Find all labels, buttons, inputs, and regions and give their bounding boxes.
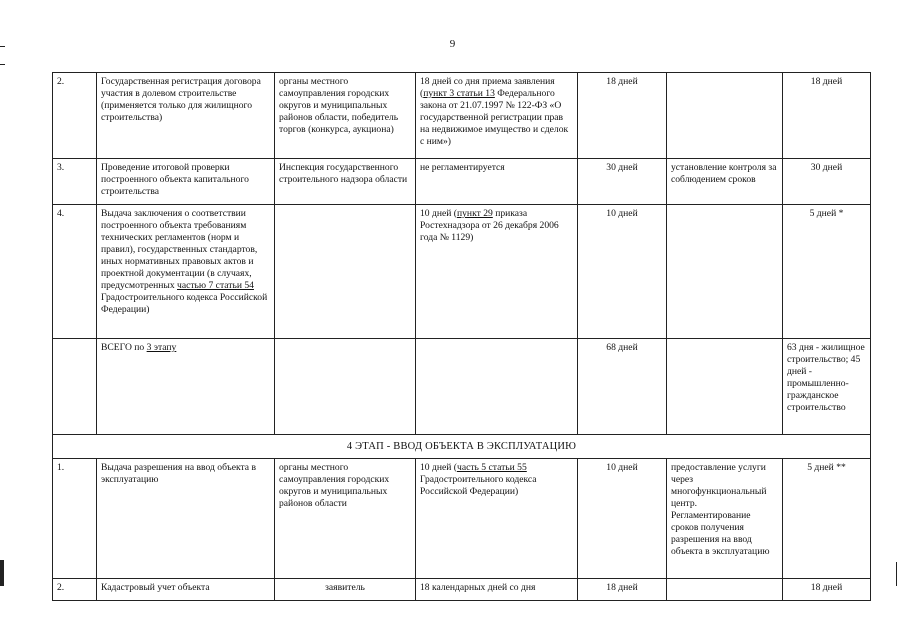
- term-text: приказа Ростехнадзора от 26 декабря 2006 года № 1129): [420, 208, 559, 243]
- result-cell: 18 дней: [783, 73, 871, 159]
- row-number: 2.: [53, 73, 97, 159]
- term-cell: [416, 205, 578, 339]
- note-cell: предоставление услуги через многофункциональный центр. Регламентирование сроков получения разрешения на ввод объекта в эксплуатацию: [667, 459, 783, 579]
- note-cell: [667, 579, 783, 601]
- term-cell: [416, 339, 578, 435]
- result-cell: 5 дней **: [783, 459, 871, 579]
- row-number: 2.: [53, 579, 97, 601]
- left-edge-mark: [0, 46, 5, 47]
- note-cell: [667, 339, 783, 435]
- days-cell: 10 дней: [578, 205, 667, 339]
- procedure-text: Выдача заключения о соответствии построенного объекта требованиям технических регламентов (норм и правил), государственных стандартов, иных нормативных правовых актов и проектной документации (в случаях, предусмотренных: [101, 208, 258, 291]
- term-cell: [416, 459, 578, 579]
- row-number: 4.: [53, 205, 97, 339]
- stage-table: [52, 72, 871, 601]
- total-row: [53, 339, 871, 435]
- days-cell: 30 дней: [578, 159, 667, 205]
- term-text: 10 дней (: [420, 462, 457, 474]
- table-row: [53, 579, 871, 601]
- authority-cell: органы местного самоуправления городских округов и муниципальных районов области, победитель торгов (конкурса, аукциона): [275, 73, 416, 159]
- law-reference-link[interactable]: частью 7 статьи 54: [177, 279, 254, 291]
- note-cell: установление контроля за соблюдением сроков: [667, 159, 783, 205]
- stage-link[interactable]: 3 этапу: [146, 342, 177, 353]
- term-text: 10 дней (: [420, 208, 457, 219]
- left-edge-mark: [0, 64, 5, 65]
- procedure-cell: Проведение итоговой проверки построенного объекта капитального строительства: [97, 159, 275, 205]
- left-edge-mark: [0, 560, 4, 586]
- term-cell: не регламентируется: [416, 159, 578, 205]
- procedure-text: Градостроительного кодекса Российской Федерации): [101, 291, 268, 315]
- table-row: [53, 73, 871, 159]
- law-reference-link[interactable]: пункт 3 статьи 13: [423, 87, 495, 99]
- page-number: 9: [449, 38, 456, 50]
- authority-cell: [275, 205, 416, 339]
- total-days-cell: 68 дней: [578, 339, 667, 435]
- term-cell: [416, 73, 578, 159]
- total-result-cell: 63 дня - жилищное строительство; 45 дней - промышленно-гражданское строительство: [783, 339, 871, 435]
- row-number: [53, 339, 97, 435]
- procedure-cell: Выдача разрешения на ввод объекта в эксплуатацию: [97, 459, 275, 579]
- stage-title: 4 ЭТАП - ВВОД ОБЪЕКТА В ЭКСПЛУАТАЦИЮ: [53, 435, 871, 459]
- note-cell: [667, 205, 783, 339]
- note-cell: [667, 73, 783, 159]
- result-cell: 5 дней *: [783, 205, 871, 339]
- right-edge-mark: [896, 562, 897, 586]
- result-cell: 18 дней: [783, 579, 871, 601]
- term-text: Градостроительного кодекса Российской Федерации): [420, 474, 537, 498]
- term-text: 18 дней со дня приема заявления (: [420, 76, 555, 99]
- row-number: 3.: [53, 159, 97, 205]
- days-cell: 18 дней: [578, 73, 667, 159]
- table-row: [53, 159, 871, 205]
- total-label: ВСЕГО по: [101, 342, 147, 353]
- total-label-cell: [97, 339, 275, 435]
- term-cell: 18 календарных дней со дня: [416, 579, 578, 601]
- procedure-cell: [97, 205, 275, 339]
- procedure-cell: Государственная регистрация договора участия в долевом строительстве (применяется только для жилищного строительства): [97, 73, 275, 159]
- table-row: [53, 459, 871, 579]
- authority-cell: органы местного самоуправления городских округов и муниципальных районов области: [275, 459, 416, 579]
- row-number: 1.: [53, 459, 97, 579]
- result-cell: 30 дней: [783, 159, 871, 205]
- procedure-cell: Кадастровый учет объекта: [97, 579, 275, 601]
- authority-cell: заявитель: [275, 579, 416, 601]
- law-reference-link[interactable]: пункт 29: [457, 208, 493, 219]
- days-cell: 10 дней: [578, 459, 667, 579]
- days-cell: 18 дней: [578, 579, 667, 601]
- table-row: [53, 205, 871, 339]
- stage-header-row: [53, 435, 871, 459]
- authority-cell: Инспекция государственного строительного надзора области: [275, 159, 416, 205]
- term-text: Федерального закона от 21.07.1997 № 122-ФЗ «О государственной регистрации прав на недвижимое имущество и сделок с ним»): [420, 87, 569, 147]
- law-reference-link[interactable]: часть 5 статьи 55: [457, 462, 527, 474]
- authority-cell: [275, 339, 416, 435]
